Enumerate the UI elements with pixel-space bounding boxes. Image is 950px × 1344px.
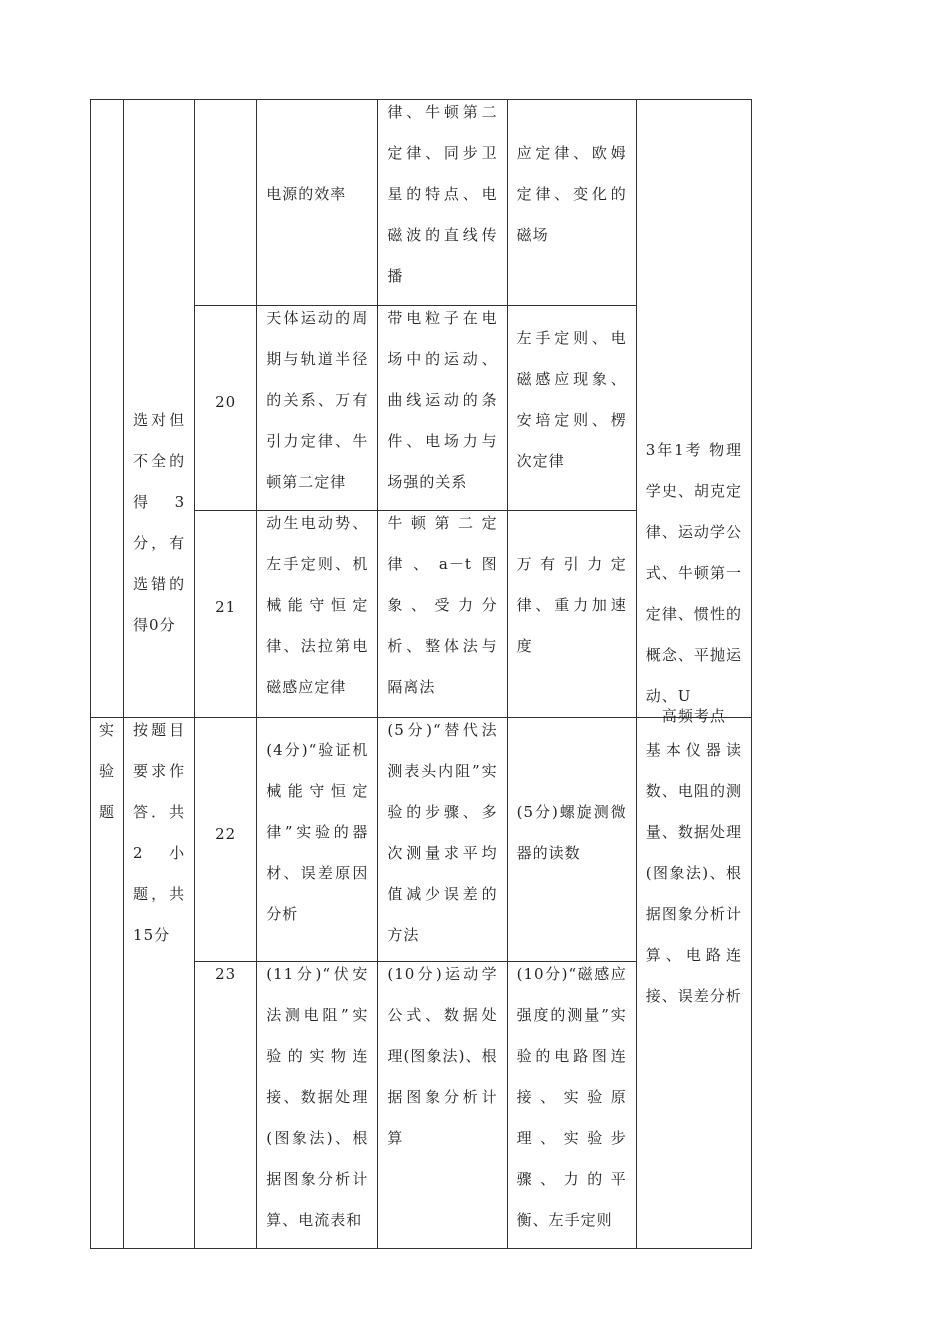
year2-text: 牛顿第二定律、a－t图象、受力分析、整体法与隔离法 bbox=[387, 513, 498, 696]
question-number: 23 bbox=[215, 965, 237, 983]
table-row bbox=[91, 100, 752, 306]
year2-cell bbox=[378, 100, 507, 306]
high-frequency-label: 高频考点 bbox=[661, 707, 726, 725]
year2-text: (5分)“替代法测表头内阻”实验的步骤、多次测量求平均值减少误差的方法 bbox=[387, 721, 498, 944]
topic-text: (11分)“伏安法测电阻”实验的实物连接、数据处理(图象法)、根据图象分析计算、电流表和 bbox=[266, 965, 369, 1229]
question-number-cell bbox=[195, 718, 257, 962]
topic-cell bbox=[257, 100, 378, 306]
topic-cell bbox=[257, 306, 378, 510]
year3-cell bbox=[507, 306, 636, 510]
question-number-cell bbox=[195, 100, 257, 306]
table-row bbox=[91, 718, 752, 962]
section-cell-choice bbox=[91, 100, 124, 718]
high-frequency-text-choice: 3年1考 物理学史、胡克定律、运动学公式、牛顿第一定律、惯性的概念、平抛运动、U bbox=[645, 441, 742, 705]
question-number: 22 bbox=[215, 825, 237, 843]
year3-cell bbox=[507, 510, 636, 717]
topic-cell bbox=[257, 718, 378, 962]
year2-cell bbox=[378, 962, 507, 1249]
year2-text: 带电粒子在电场中的运动、曲线运动的条件、电场力与场强的关系 bbox=[387, 309, 498, 492]
topic-text: (4分)“验证机械能守恒定律”实验的器材、误差原因分析 bbox=[266, 741, 369, 923]
year3-text: (5分)螺旋测微器的读数 bbox=[516, 803, 627, 862]
scoring-cell-experiment bbox=[124, 718, 195, 1249]
section-cell-experiment bbox=[91, 718, 124, 1249]
question-number: 21 bbox=[215, 597, 237, 616]
question-number-cell bbox=[195, 306, 257, 510]
exam-analysis-table bbox=[90, 99, 752, 1249]
topic-cell bbox=[257, 962, 378, 1249]
section-label-experiment: 实验题 bbox=[99, 721, 116, 821]
year2-text: (10分)运动学公式、数据处理(图象法)、根据图象分析计算 bbox=[387, 965, 498, 1147]
year2-cell bbox=[378, 306, 507, 510]
high-frequency-text-experiment: 基本仪器读数、电阻的测量、数据处理(图象法)、根据图象分析计算、电路连接、误差分析 bbox=[645, 741, 742, 1005]
year3-text: 万有引力定律、重力加速度 bbox=[516, 554, 627, 655]
year3-cell bbox=[507, 962, 636, 1249]
year3-text: 应定律、欧姆定律、变化的磁场 bbox=[516, 144, 627, 244]
topic-cell bbox=[257, 510, 378, 717]
year3-cell bbox=[507, 718, 636, 962]
question-number: 20 bbox=[215, 393, 237, 412]
scoring-text-choice: 选对但不全的得3分，有选错的得0分 bbox=[133, 411, 186, 634]
scoring-text-experiment: 按题目要求作答．共2小题，共15分 bbox=[133, 721, 186, 944]
scoring-cell-choice bbox=[124, 100, 195, 718]
topic-text: 天体运动的周期与轨道半径的关系、万有引力定律、牛顿第二定律 bbox=[266, 309, 369, 492]
year2-text: 律、牛顿第二定律、同步卫星的特点、电磁波的直线传播 bbox=[387, 103, 498, 285]
year3-text: (10分)“磁感应强度的测量”实验的电路图连接、实验原理、实验步骤、力的平衡、左手定则 bbox=[516, 965, 627, 1229]
question-number-cell bbox=[195, 510, 257, 717]
year3-text: 左手定则、电磁感应现象、安培定则、楞次定律 bbox=[516, 329, 627, 471]
year2-cell bbox=[378, 510, 507, 717]
year2-cell bbox=[378, 718, 507, 962]
topic-text: 电源的效率 bbox=[266, 185, 347, 203]
topic-text: 动生电动势、左手定则、机械能守恒定律、法拉第电磁感应定律 bbox=[266, 513, 369, 696]
year3-cell bbox=[507, 100, 636, 306]
high-frequency-cell-experiment bbox=[636, 707, 751, 1249]
question-number-cell bbox=[195, 962, 257, 1249]
high-frequency-cell-choice bbox=[636, 100, 751, 718]
